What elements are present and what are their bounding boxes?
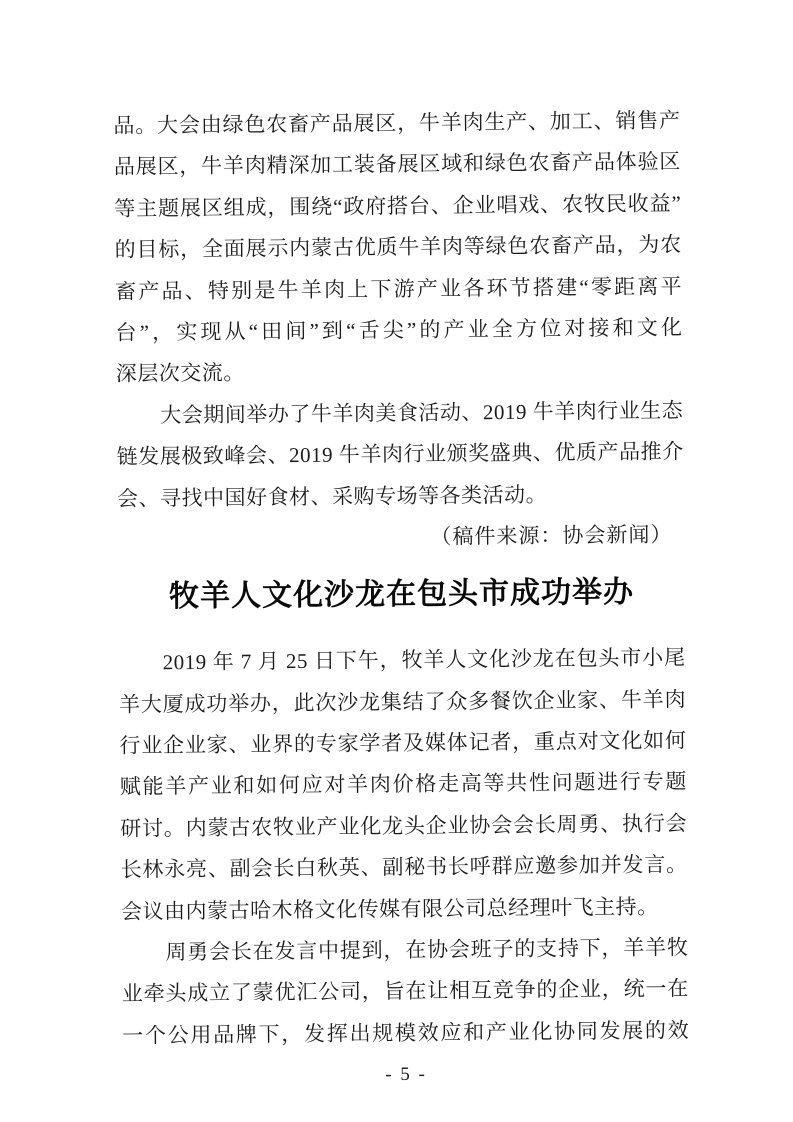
- text-line: 2019 年 7 月 25 日下午，牧羊人文化沙龙在包头市小尾: [162, 645, 686, 675]
- text-line: 台”，实现从“田间”到“舌尖”的产业全方位对接和文化: [115, 315, 683, 345]
- text-line: 会议由内蒙古哈木格文化传媒有限公司总经理叶飞主持。: [120, 894, 659, 924]
- text-line: 等主题展区组成，围绕“政府搭台、企业唱戏、农牧民收益”: [114, 191, 682, 221]
- paragraph: [116, 390, 684, 520]
- text-line: 大会期间举办了牛羊肉美食活动、2019 牛羊肉行业生态: [160, 398, 684, 428]
- text-line: 链发展极致峰会、2019 牛羊肉行业颁奖盛典、优质产品推介: [116, 439, 684, 469]
- text-line: 行业企业家、业界的专家学者及媒体记者，重点对文化如何: [119, 728, 687, 758]
- paragraph: [113, 100, 683, 395]
- text-line: 品。大会由绿色农畜产品展区，牛羊肉生产、加工、销售产: [113, 108, 681, 138]
- text-line: 赋能羊产业和如何应对羊肉价格走高等共性问题进行专题: [119, 769, 687, 800]
- page-number: - 5 -: [385, 1063, 428, 1086]
- text-line: 深层次交流。: [115, 360, 245, 387]
- text-line: 一个公用品牌下，发挥出规模效应和产业化协同发展的效: [122, 1018, 690, 1048]
- paragraph: [121, 927, 689, 1057]
- text-line: 研讨。内蒙古农牧业产业化龙头企业协会会长周勇、执行会: [120, 811, 688, 841]
- text-line: 会、寻找中国好食材、采购专场等各类活动。: [116, 482, 548, 511]
- text-line: 品展区，牛羊肉精深加工装备展区域和绿色农畜产品体验区: [113, 149, 681, 180]
- text-line: 畜产品、特别是牛羊肉上下游产业各环节搭建“零距离平: [114, 273, 683, 304]
- text-line: 业牵头成立了蒙优汇公司，旨在让相互竞争的企业，统一在: [121, 976, 689, 1007]
- text-line: 的目标，全面展示内蒙古优质牛羊肉等绿色农畜产品，为农: [114, 232, 682, 262]
- paragraph: [118, 638, 688, 933]
- article-title: 牧羊人文化沙龙在包头市成功举办: [168, 576, 635, 614]
- page-content: [113, 100, 689, 1090]
- text-line: 长林永亮、副会长白秋英、副秘书长呼群应邀参加并发言。: [120, 852, 688, 882]
- text-line: 羊大厦成功举办，此次沙龙集结了众多餐饮企业家、牛羊肉: [118, 686, 687, 717]
- text-line: 周勇会长在发言中提到，在协会班子的支持下，羊羊牧: [165, 935, 689, 965]
- source-attribution: （稿件来源：协会新闻）: [430, 522, 673, 549]
